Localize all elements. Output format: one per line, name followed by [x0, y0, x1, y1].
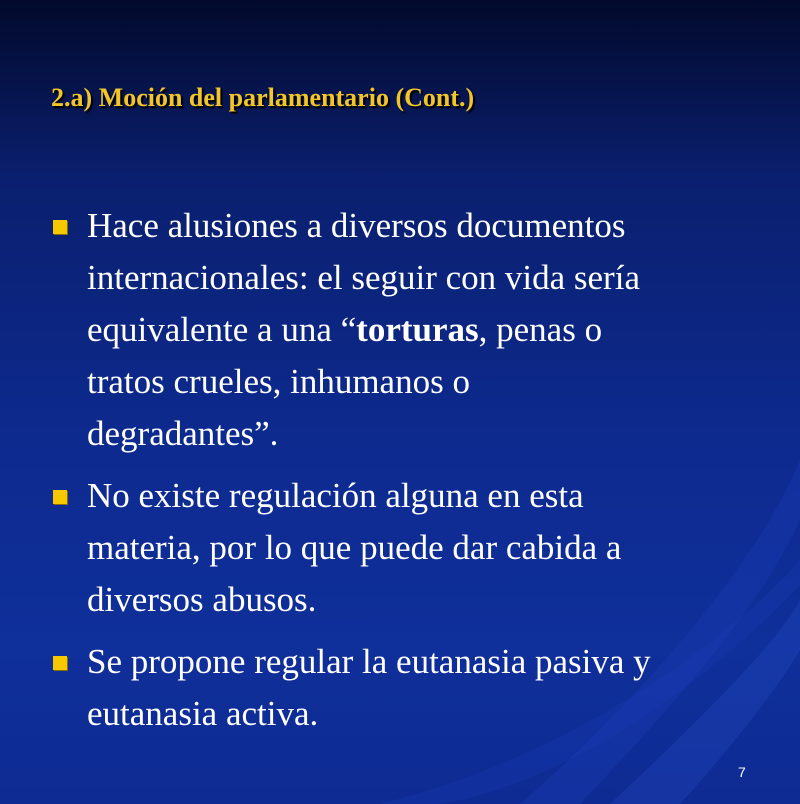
- square-bullet-icon: [53, 220, 67, 234]
- square-bullet-icon: [53, 490, 67, 504]
- bullet-text-line: Hace alusiones a diversos documentos: [87, 206, 626, 245]
- bullet-text-line: No existe regulación alguna en esta: [87, 476, 584, 515]
- bullet-text-segment: , penas o: [478, 310, 603, 349]
- bullet-text-line: degradantes”.: [87, 414, 279, 453]
- bullet-item-propuesta: [0, 636, 800, 740]
- bullet-item-documentos: [0, 200, 800, 460]
- page-number: 7: [738, 764, 746, 780]
- bullet-list: [0, 200, 800, 750]
- bullet-text-line: diversos abusos.: [87, 580, 317, 619]
- slide-title: 2.a) Moción del parlamentario (Cont.): [51, 83, 475, 112]
- bullet-text-line: materia, por lo que puede dar cabida a: [87, 528, 622, 567]
- bullet-item-regulacion: [0, 470, 800, 626]
- bullet-text-segment: equivalente a una “: [87, 310, 357, 349]
- bullet-text-line: internacionales: el seguir con vida sería: [87, 258, 640, 297]
- bullet-text-line: [87, 304, 760, 356]
- bullet-text-line: tratos crueles, inhumanos o: [87, 362, 470, 401]
- bullet-text-line: eutanasia activa.: [87, 694, 319, 733]
- bullet-text-line: Se propone regular la eutanasia pasiva y: [87, 642, 651, 681]
- square-bullet-icon: [53, 656, 67, 670]
- bold-emphasis-text: torturas: [356, 310, 479, 349]
